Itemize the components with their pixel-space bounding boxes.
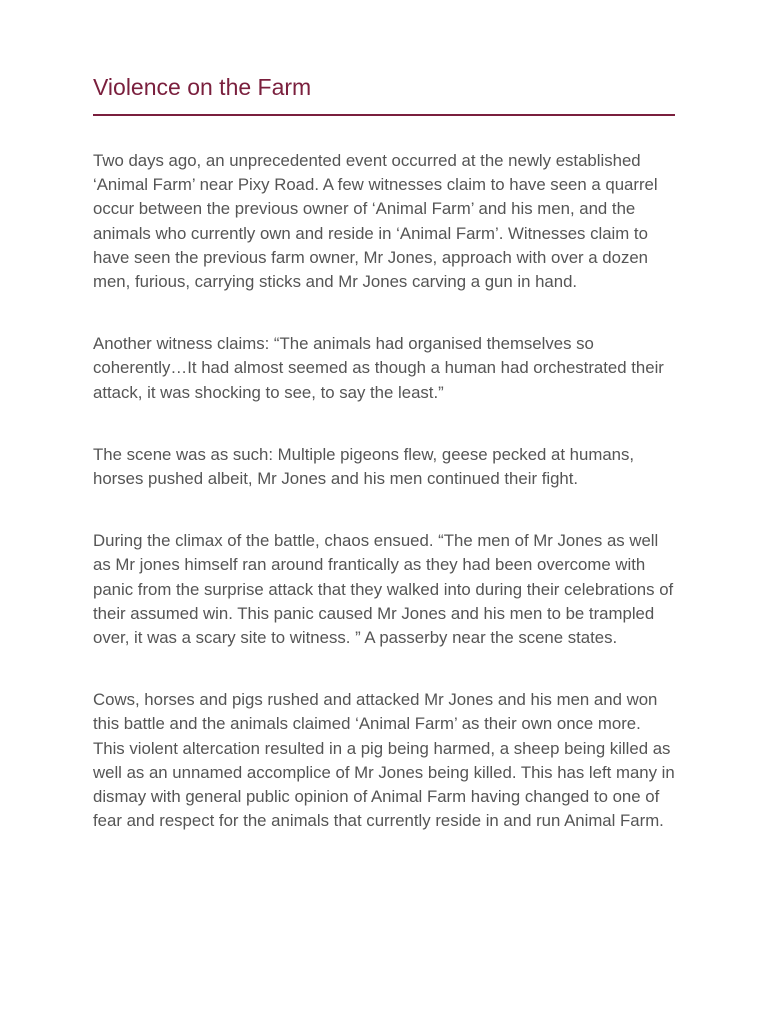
document-page <box>93 72 675 871</box>
document-body <box>93 149 675 833</box>
document-title: Violence on the Farm <box>93 72 675 116</box>
paragraph: Two days ago, an unprecedented event occurred at the newly established ‘Animal Farm’ near Pixy Road. A few witnesses claim to have seen a quarrel occur between the previous owner of ‘Animal Farm’ and his men, and the animals who currently own and reside in ‘Animal Farm’. Witnesses claim to have seen the previous farm owner, Mr Jones, approach with over a dozen men, furious, carrying sticks and Mr Jones carving a gun in hand. <box>93 151 658 292</box>
paragraph: The scene was as such: Multiple pigeons flew, geese pecked at humans, horses pushed albeit, Mr Jones and his men continued their fight. <box>93 444 635 489</box>
paragraph: Cows, horses and pigs rushed and attacked Mr Jones and his men and won this battle and the animals claimed ‘Animal Farm’ as their own once more. This violent altercation resulted in a pig being harmed, a sheep being killed as well as an unnamed accomplice of Mr Jones being killed. This has left many in dismay with general public opinion of Animal Farm having changed to one of fear and respect for the animals that currently reside in and run Animal Farm. <box>93 690 675 831</box>
paragraph: During the climax of the battle, chaos ensued. “The men of Mr Jones as well as Mr jones himself ran around frantically as they had been overcome with panic from the surprise attack that they walked into during their celebrations of their assumed win. This panic caused Mr Jones and his men to be trampled over, it was a scary site to witness. ” A passerby near the scene states. <box>93 531 674 648</box>
paragraph: Another witness claims: “The animals had organised themselves so coherently…It had almost seemed as though a human had orchestrated their attack, it was shocking to see, to say the least.” <box>93 334 664 402</box>
